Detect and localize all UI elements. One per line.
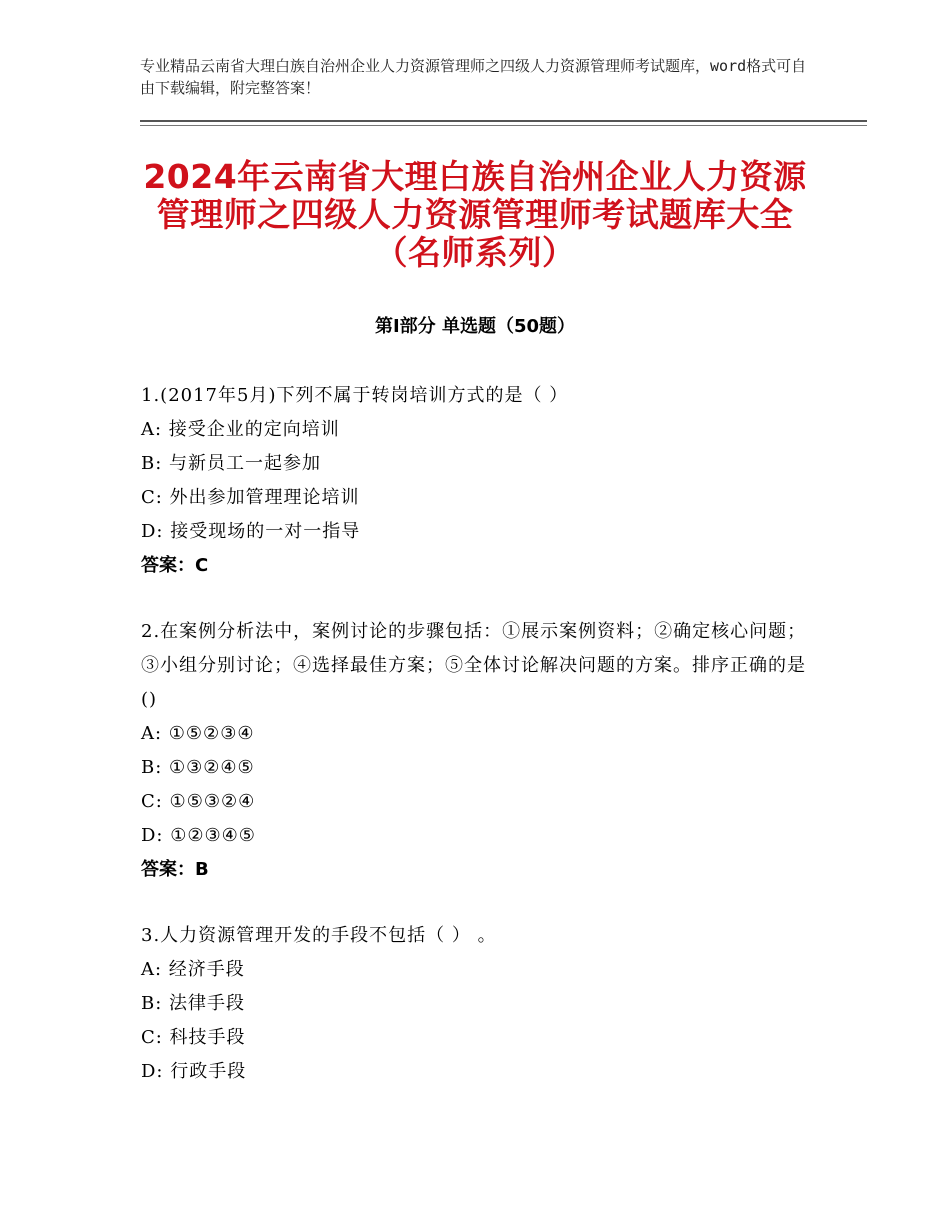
question-1 <box>141 379 821 583</box>
option-b: B: 与新员工一起参加 <box>141 453 322 474</box>
option-a: A: ①⑤②③④ <box>141 723 255 744</box>
question-stem: 3.人力资源管理开发的手段不包括（ ） 。 <box>141 925 497 946</box>
answer: 答案：B <box>141 859 209 880</box>
option-b: B: ①③②④⑤ <box>141 757 255 778</box>
option-a: A: 接受企业的定向培训 <box>141 419 340 440</box>
option-b: B: 法律手段 <box>141 993 246 1014</box>
question-3 <box>141 919 821 1089</box>
header-divider <box>140 120 867 122</box>
question-stem: 1.(2017年5月)下列不属于转岗培训方式的是（ ） <box>141 385 569 406</box>
option-d: D: 接受现场的一对一指导 <box>141 521 361 542</box>
document-title <box>120 158 830 272</box>
question-2 <box>141 615 821 887</box>
section-title: 第Ⅰ部分 单选题（50题） <box>374 316 575 337</box>
option-c: C: ①⑤③②④ <box>141 791 256 812</box>
title-line-1: 2024年云南省大理白族自治州企业人力资源 <box>143 157 807 196</box>
question-list <box>141 379 821 1121</box>
option-d: D: 行政手段 <box>141 1061 247 1082</box>
option-d: D: ①②③④⑤ <box>141 825 256 846</box>
option-a: A: 经济手段 <box>141 959 245 980</box>
answer: 答案：C <box>141 555 209 576</box>
title-line-2: 管理师之四级人力资源管理师考试题库大全 <box>156 195 794 234</box>
title-line-3: （名师系列） <box>374 233 576 272</box>
option-c: C: 外出参加管理理论培训 <box>141 487 360 508</box>
header-note: 专业精品云南省大理白族自治州企业人力资源管理师之四级人力资源管理师考试题库，word格式可自由下载编辑，附完整答案！ <box>140 57 807 97</box>
header-divider-thin <box>140 125 867 126</box>
option-c: C: 科技手段 <box>141 1027 246 1048</box>
question-stem: 2.在案例分析法中，案例讨论的步骤包括：①展示案例资料；②确定核心问题；③小组分别讨论；④选择最佳方案；⑤全体讨论解决问题的方案。排序正确的是() <box>141 621 807 710</box>
